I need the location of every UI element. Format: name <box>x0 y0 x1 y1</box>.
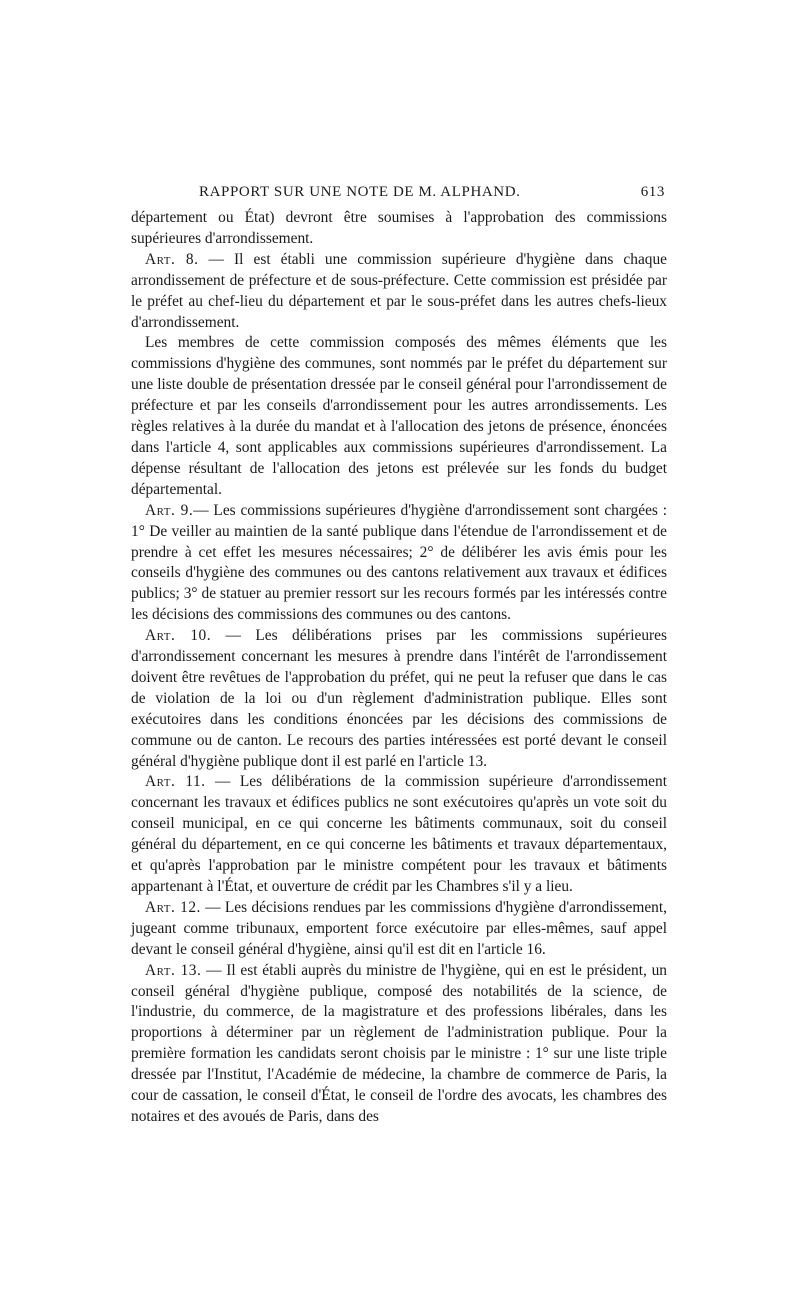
book-page <box>131 180 667 1128</box>
running-header <box>131 180 667 208</box>
paragraph-article-8 <box>131 250 667 334</box>
paragraph-article-11 <box>131 772 667 897</box>
paragraph-text: — Il est établi une commission supérieure d'hygiène dans chaque arrondissement de préfecture et de sous-préfecture. Cette commission est présidée par le préfet au chef-lieu du département et par le sous-préfet dans les autres chefs-lieux d'arrondissement. <box>131 250 667 331</box>
paragraph-text: Les membres de cette commission composés des mêmes éléments que les commissions d'hygiène des communes, sont nommés par le préfet du département sur une liste double de présentation dressée par le conseil général pour l'arrondissement de préfecture et par les conseils d'arrondissement pour les autres arrondissements. Les règles relatives à la durée du mandat et à l'allocation des jetons de présence, énoncées dans l'article 4, sont applicables aux commissions supérieures d'arrondissement. La dépense résultant de l'allocation des jetons est prélevée sur les fonds du budget départemental. <box>131 334 667 498</box>
article-label: Art. 10. <box>145 627 212 645</box>
page-number: 613 <box>640 184 665 200</box>
paragraph-text: — Les délibérations de la commission supérieure d'arrondissement concernant les travaux et édifices publics ne sont exécutoires qu'après un vote soit du conseil municipal, en ce qui concerne les bâtiments communaux, soit du conseil général du département, en ce qui concerne les bâtiments et travaux départementaux, et qu'après l'approbation par le ministre compétent pour les travaux et bâtiments appartenant à l'État, et ouverture de crédit par les Chambres s'il y a lieu. <box>131 773 667 895</box>
paragraph-article-13 <box>131 961 667 1128</box>
article-label: Art. 9. <box>145 501 194 519</box>
paragraph-article-9 <box>131 501 667 626</box>
running-title: RAPPORT SUR UNE NOTE DE M. ALPHAND. <box>199 184 521 200</box>
paragraph-article-8-members <box>131 333 667 500</box>
paragraph-text: — Il est établi auprès du ministre de l'hygiène, qui en est le président, un conseil général d'hygiène publique, composé des notabilités de la science, de l'industrie, du commerce, de la magistrature et des professions libérales, dans les proportions à déterminer par un règlement de l'administration publique. Pour la première formation les candidats seront choisis par le ministre : 1° sur une liste triple dressée par l'Institut, l'Académie de médecine, la chambre de commerce de Paris, la cour de cassation, le conseil d'État, le conseil de l'ordre des avocats, les chambres des notaires et des avoués de Paris, dans des <box>131 961 667 1125</box>
paragraph-text: département ou État) devront être soumises à l'approbation des commissions supérieures d'arrondissement. <box>131 209 667 247</box>
paragraph-continuation <box>131 208 667 250</box>
paragraph-text: — Les délibérations prises par les commissions supérieures d'arrondissement concernant les mesures à prendre dans l'intérêt de l'arrondissement doivent être revêtues de l'approbation du préfet, qui ne peut la refuser que dans le cas de violation de la loi ou d'un règlement d'administration publique. Elles sont exécutoires dans les conditions énoncées par les décisions des commissions de commune ou de canton. Le recours des parties intéressées est porté devant le conseil général d'hygiène publique dont il est parlé en l'article 13. <box>131 627 667 770</box>
article-label: Art. 11. <box>145 773 206 791</box>
paragraph-text: — Les commissions supérieures d'hygiène d'arrondissement sont chargées : 1° De veiller au maintien de la santé publique dans l'étendue de l'arrondissement et de prendre à cet effet les mesures nécessaires; 2° de délibérer les avis émis pour les conseils d'hygiène des communes ou des cantons relativement aux travaux et édifices publics; 3° de statuer au premier ressort sur les recours formés par les intéressés contre les décisions des commissions des communes ou des cantons. <box>131 501 667 624</box>
article-label: Art. 12. <box>145 898 201 916</box>
paragraph-article-12 <box>131 898 667 961</box>
paragraph-text: — Les décisions rendues par les commissions d'hygiène d'arrondissement, jugeant comme tribunaux, emportent force exécutoire par elles-mêmes, sauf appel devant le conseil général d'hygiène, ainsi qu'il est dit en l'article 16. <box>131 898 667 958</box>
paragraph-article-10 <box>131 626 667 772</box>
body-text <box>131 208 667 1128</box>
article-label: Art. 8. <box>145 250 199 268</box>
article-label: Art. 13. <box>145 961 202 979</box>
